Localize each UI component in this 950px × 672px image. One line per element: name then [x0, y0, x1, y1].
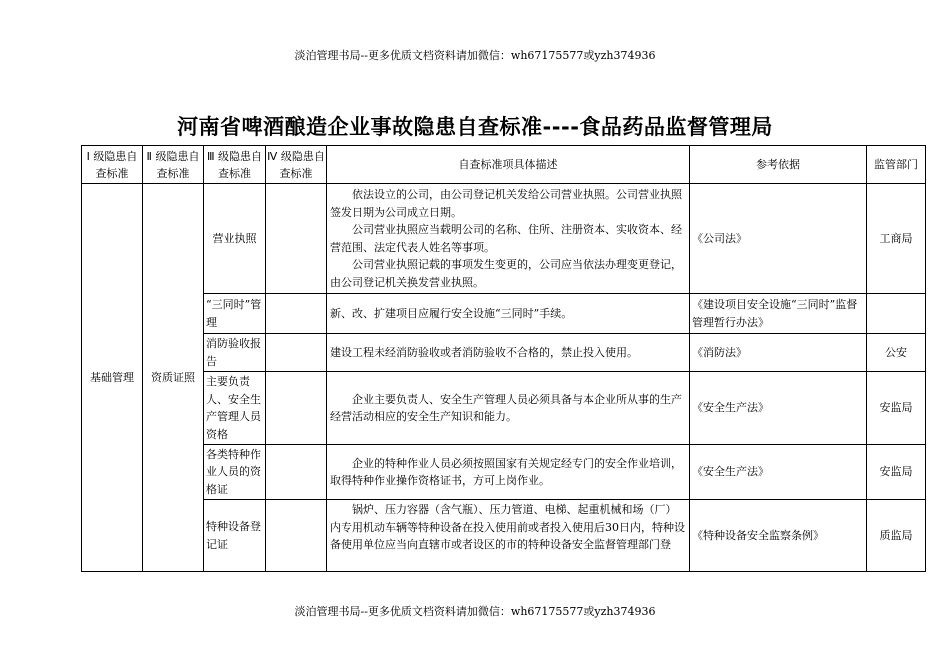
department-cell: 公安 — [867, 334, 926, 372]
basis-cell: 《建设项目安全设施“三同时”监督管理暂行办法》 — [690, 294, 867, 334]
description-cell — [327, 445, 690, 500]
description-paragraph: 企业主要负责人、安全生产管理人员必须具备与本企业所从事的生产经营活动相应的安全生产知识和能力。 — [330, 392, 682, 423]
table-row — [82, 445, 926, 500]
level4-cell — [266, 372, 327, 445]
header-department: 监管部门 — [867, 146, 926, 184]
document-title: 河南省啤酒酿造企业事故隐患自查标准----食品药品监督管理局 — [177, 115, 773, 139]
header-level3: Ⅲ 级隐患自查标准 — [204, 146, 266, 184]
item-cell: 消防验收报告 — [204, 334, 266, 372]
header-basis: 参考依据 — [690, 146, 867, 184]
header-level2: Ⅱ 级隐患自查标准 — [143, 146, 204, 184]
description-paragraph: 锅炉、压力容器（含气瓶）、压力管道、电梯、起重机械和场（厂）内专用机动车辆等特种设备在投入使用前或者投入使用后30日内，特种设备使用单位应当向直辖市或者设区的市的特种设备安全监督管理部门登 — [330, 503, 685, 551]
description-cell — [327, 500, 690, 572]
description-paragraph: 新、改、扩建项目应履行安全设施“三同时”手续。 — [330, 306, 573, 320]
basis-cell: 《特种设备安全监察条例》 — [690, 500, 867, 572]
description-cell — [327, 334, 690, 372]
description-paragraph: 公司营业执照记载的事项发生变更的，公司应当依法办理变更登记，由公司登记机关换发营业执照。 — [330, 258, 682, 289]
table-row — [82, 372, 926, 445]
item-cell: 主要负责人、安全生产管理人员资格 — [204, 372, 266, 445]
item-cell: 各类特种作业人员的资格证 — [204, 445, 266, 500]
description-paragraph: 依法设立的公司，由公司登记机关发给公司营业执照。公司营业执照签发日期为公司成立日期。 — [330, 188, 682, 219]
department-cell — [867, 294, 926, 334]
level2-cell: 资质证照 — [143, 184, 204, 572]
department-cell: 质监局 — [867, 500, 926, 572]
department-cell: 安监局 — [867, 445, 926, 500]
department-cell: 安监局 — [867, 372, 926, 445]
table-row — [82, 184, 926, 294]
description-cell — [327, 294, 690, 334]
item-cell: 营业执照 — [204, 184, 266, 294]
basis-cell: 《公司法》 — [690, 184, 867, 294]
level4-cell — [266, 334, 327, 372]
item-cell: 特种设备登记证 — [204, 500, 266, 572]
description-cell — [327, 372, 690, 445]
header-description: 自查标准项具体描述 — [327, 146, 690, 184]
item-cell: “三同时”管理 — [204, 294, 266, 334]
table-row — [82, 294, 926, 334]
description-cell — [327, 184, 690, 294]
header-level4: Ⅳ 级隐患自查标准 — [266, 146, 327, 184]
department-cell: 工商局 — [867, 184, 926, 294]
description-paragraph: 建设工程未经消防验收或者消防验收不合格的，禁止投入使用。 — [330, 345, 638, 359]
basis-cell: 《消防法》 — [690, 334, 867, 372]
header-note: 淡泊管理书局--更多优质文档资料请加微信：wh67175577或yzh374936 — [294, 49, 656, 62]
level1-cell: 基础管理 — [82, 184, 143, 572]
header-level1: Ⅰ 级隐患自查标准 — [82, 146, 143, 184]
table-header-row — [82, 146, 926, 184]
level4-cell — [266, 445, 327, 500]
hazard-standard-table — [81, 145, 926, 572]
level4-cell — [266, 294, 327, 334]
description-paragraph: 企业的特种作业人员必须按照国家有关规定经专门的安全作业培训，取得特种作业操作资格证书，方可上岗作业。 — [330, 456, 682, 487]
basis-cell: 《安全生产法》 — [690, 372, 867, 445]
level4-cell — [266, 184, 327, 294]
table-row — [82, 334, 926, 372]
description-paragraph: 公司营业执照应当载明公司的名称、住所、注册资本、实收资本、经营范围、法定代表人姓名等事项。 — [330, 223, 682, 254]
basis-cell: 《安全生产法》 — [690, 445, 867, 500]
level4-cell — [266, 500, 327, 572]
footer-note: 淡泊管理书局--更多优质文档资料请加微信：wh67175577或yzh374936 — [294, 605, 656, 618]
table-row — [82, 500, 926, 572]
